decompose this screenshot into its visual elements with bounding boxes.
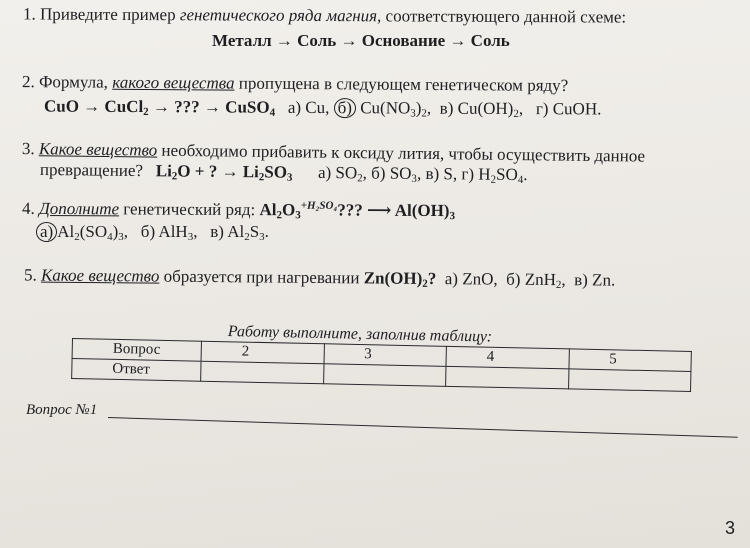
table-cell: 4 (446, 346, 569, 369)
table-cell: 2 (201, 341, 324, 364)
chain-formula: CuO → CuCl$_2$ → ??? → CuSO$_4$ (43, 96, 276, 119)
question-4-options (36, 222, 269, 242)
question-4 (22, 199, 455, 221)
question-text: необходимо прибавить к оксиду лития, чтобы осуществить данное (161, 140, 646, 166)
genetic-chain: $Al_2O_3^{+H_2SO_4}$??? ⟶ $Al(OH)_3$ (259, 199, 456, 223)
question-text: Формула, (38, 72, 109, 92)
table-caption: Работу выполните, заполнив таблицу: (227, 322, 493, 346)
option-c: в) Zn. (574, 270, 616, 290)
question-text: Приведите пример (39, 4, 176, 25)
answer-table (71, 338, 692, 392)
answer-line (108, 417, 738, 438)
row-label-answer: Ответ (72, 359, 201, 382)
question-text-italic: генетического ряда магния, (179, 5, 382, 26)
question-3-equation (40, 160, 528, 185)
question-text: генетический ряд: (123, 199, 256, 220)
question-text-underlined: Какое вещество (40, 265, 160, 286)
option-c: в) $Cu(OH)_2$, (439, 98, 524, 121)
option-a: а) Cu, (287, 97, 330, 118)
question-number: 3. (21, 139, 35, 159)
option-d: г) $H_2SO_4$. (461, 164, 528, 187)
table-cell (323, 364, 446, 387)
option-d: г) CuOH. (535, 99, 602, 119)
answer-label: Вопрос №1 (26, 402, 98, 418)
selected-option-mark: а) (36, 222, 57, 242)
question-number: 1. (22, 4, 36, 24)
option-b: $Cu(NO_3)_2$, (360, 98, 432, 120)
page-number: 3 (725, 518, 736, 538)
question-number: 5. (23, 265, 37, 285)
table-cell: 5 (568, 349, 691, 372)
table-cell (568, 369, 691, 392)
question-2-chain (44, 97, 601, 120)
question-1 (23, 4, 626, 27)
option-a: а) $SO_2$, (317, 162, 368, 185)
option-b: б) AlH$_3$, (140, 222, 198, 243)
option-a: $Al_2(SO_4)_3$, (57, 222, 129, 243)
question-2 (22, 72, 568, 96)
option-c: в) $Al_2S_3$. (210, 222, 269, 243)
table-cell (446, 366, 569, 389)
question-number: 2. (21, 72, 35, 92)
option-c: в) S, (425, 164, 458, 184)
table-cell (201, 361, 324, 384)
question-text: пропущена в следующем генетическом ряду? (238, 73, 569, 95)
option-b: б) ZnH$_2$, (506, 269, 566, 292)
question-text: превращение? (39, 160, 144, 181)
question-1-scheme: Металл → Соль → Основание → Соль (212, 31, 510, 50)
reagent-label: +H₂SO₄ (300, 199, 338, 212)
formula: $Zn(OH)_2$? (363, 268, 437, 290)
question-number: 4. (21, 198, 35, 218)
reaction-equation: $Li_2O$ + ? → $Li_2SO_3$ (155, 161, 293, 184)
question-5 (24, 265, 615, 290)
option-a: а) ZnO, (444, 269, 498, 289)
question-text-underlined: какого вещества (112, 72, 235, 93)
question-text: образуется при нагревании (163, 266, 360, 288)
row-label-question: Вопрос (72, 339, 201, 362)
question-text: соответствующего данной схеме: (385, 6, 627, 27)
question-text-underlined: Дополните (38, 198, 120, 219)
table-cell: 3 (324, 344, 447, 367)
question-text-underlined: Какое вещество (38, 139, 158, 160)
option-b: б) $SO_3$, (371, 163, 422, 185)
selected-option-mark: б) (334, 98, 356, 118)
